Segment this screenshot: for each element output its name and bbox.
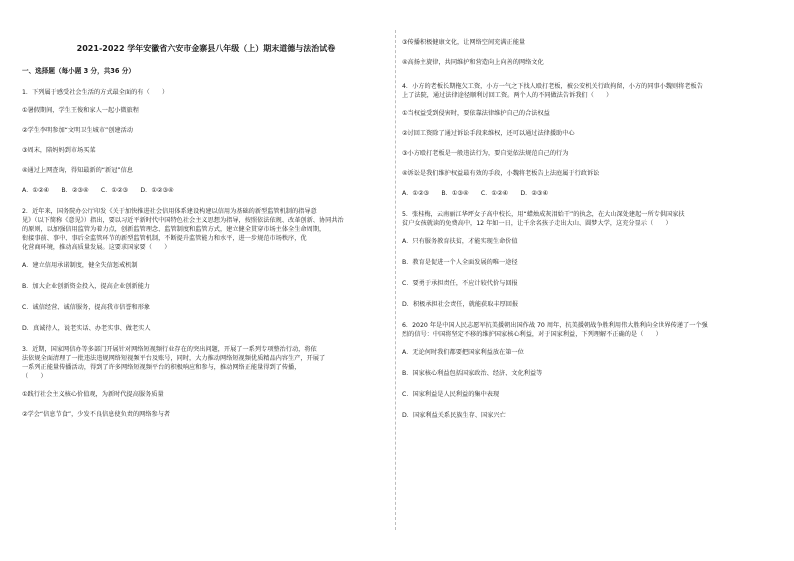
- q5-choice-b: B．教育是促进一个人全面发展的唯一途径: [402, 259, 518, 266]
- q2-line-2: 见》（以下简称《意见》）指出，要以习近平新时代中国特色社会主义思想为指导，按照依法依规、改革创新、协同共治: [22, 217, 344, 224]
- q5-line-1: 5．张桂梅，云南丽江华坪女子高中校长，用“蜡烛成灰泪始干”的执念，在大山深处建起一所专供国家扶: [402, 211, 685, 218]
- q3-line-1: 3．近期，国家网信办等多部门开展针对网络短视频行业存在的突出问题，开展了一系列专项整治行动，将依: [22, 346, 317, 353]
- q3-item-4: ④高扬主旋律，共同维护和营造向上向善的网络文化: [402, 59, 544, 66]
- q6-line-1: 6．2020 年是中国人民志愿军抗美援朝出国作战 70 周年，抗美援朝战争胜利用伟大胜利向全世界传递了一个强: [402, 322, 708, 329]
- q6-choice-c: C．国家利益是人民利益的集中表现: [402, 391, 500, 398]
- q2-choice-d: D．真诚待人，说老实话、办老实事、做老实人: [22, 325, 151, 332]
- q1-item-4: ④通过上网查询，得知最新的“新冠”信息: [22, 167, 133, 174]
- q4-item-2: ②讨回工资除了通过诉讼手段来维权，还可以通过法律援助中心: [402, 130, 575, 137]
- left-column: [22, 38, 390, 430]
- q4-item-1: ①当权益受到侵害时，要依靠法律维护自己的合法权益: [402, 110, 550, 117]
- q2-choice-c: C．诚信经营、诚信服务，提高我市信誉和形象: [22, 304, 151, 311]
- q4-item-4: ④诉讼是我们维护权益最有效的手段，小魏将老板告上法庭属于行政诉讼: [402, 170, 600, 177]
- q5-choice-d: D．积极承担社会责任，就能获取丰厚回报: [402, 301, 519, 308]
- q4-item-3: ③小方殴打老板是一般违法行为，要自觉依法规范自己的行为: [402, 150, 569, 157]
- q2-choice-b: B．加大企业创新资金投入，提高企业创新能力: [22, 283, 150, 290]
- column-divider: [395, 30, 396, 530]
- q2-line-4: 衔接事前、事中、事后全监管环节的新型监管机制，不断提升监管能力和水平，进一步规范市场秩序，优: [22, 235, 307, 242]
- q4-line-1: 4．小方的老板长期拖欠工资，小方一气之下找人殴打老板，被公安机关行政拘留，小方的同事小魏则将老板告: [402, 83, 703, 90]
- q5-line-2: 贫户女孩就读的免费高中，12 年如一日，让千余名孩子走出大山、圆梦大学，这充分显示（ ）: [402, 220, 672, 227]
- q3-line-2: 法依规全面清理了一批违法违规网络短视频平台及账号，同时，大力推动网络短视频优质精品内容生产，开展了: [22, 355, 326, 362]
- q3-line-4: （ ）: [22, 373, 47, 380]
- section-heading: 一、选择题（每小题 3 分，共36 分）: [22, 67, 135, 75]
- question-5-stem: [402, 210, 770, 228]
- q1-options: A．①②④ B．②③④ C．①②③ D．①②③④: [22, 187, 174, 194]
- q6-line-2: 烈的信号：中国将坚定不移的维护国家核心利益，对于国家利益，下列理解不正确的是（ ）: [402, 331, 662, 338]
- q3-item-2: ②学会“信息节食”，少发不良信息使负责的网络参与者: [22, 411, 171, 418]
- q2-choice-a: A．建立信用承诺制度，健全失信惩戒机制: [22, 262, 138, 269]
- question-6-stem: [402, 321, 770, 339]
- q1-item-1: ①暑假期间，学生王俊和家人一起小微旅程: [22, 107, 139, 114]
- question-2-stem: [22, 207, 390, 252]
- question-3-stem: [22, 345, 390, 381]
- q4-options: A．①②③ B．①③④ C．①②④ D．②③④: [402, 190, 549, 197]
- q6-choice-a: A．无论何时我们都要把国家利益放在第一位: [402, 349, 524, 356]
- q2-line-3: 的原则，以加强信用监管为着力点，创新监管理念、监管制度和监管方式，建立健全贯穿市场主体全生命周期，: [22, 226, 326, 233]
- question-4-stem: [402, 82, 770, 100]
- q5-choice-c: C．要勇于承担责任，不应计较代价与回报: [402, 280, 518, 287]
- q2-line-5: 化营商环境，推动高质量发展。这要求国家要（ ）: [22, 244, 171, 251]
- right-column: [402, 38, 770, 432]
- q3-item-1: ①践行社会主义核心价值观，为新时代提高服务质量: [22, 391, 164, 398]
- question-1-stem: 1．下列属于感受社会生活的方式最全面的有（ ）: [22, 89, 169, 96]
- q1-item-3: ③周末，陪妈妈到市场买菜: [22, 147, 96, 154]
- q1-item-2: ②学生李明参加“文明卫生城市”创建活动: [22, 127, 133, 134]
- q6-choice-b: B．国家核心利益包括国家政治、经济、文化利益等: [402, 370, 543, 377]
- q6-choice-d: D．国家利益关系民族生存、国家兴亡: [402, 412, 506, 419]
- q2-line-1: 2．近年来，国务院办公厅印发《关于加快推进社会信用体系建设构建以信用为基础的新型监管机制的指导意: [22, 208, 317, 215]
- q4-line-2: 上了法院，通过法律途径顺利讨回工资。两个人的不同做法告诉我们（ ）: [402, 92, 613, 99]
- q3-line-3: 一系列正能量传播活动，得到了许多网络短视频平台的积极响应和参与，推动网络正能量得到了传播，: [22, 364, 301, 371]
- q5-choice-a: A．只有服务教育扶贫，才能实现生命价值: [402, 238, 518, 245]
- q3-item-3: ③传播积极健康文化，让网络空间充满正能量: [402, 39, 526, 46]
- exam-title: 2021-2022 学年安徽省六安市金寨县八年级（上）期末道德与法治试卷: [76, 44, 336, 53]
